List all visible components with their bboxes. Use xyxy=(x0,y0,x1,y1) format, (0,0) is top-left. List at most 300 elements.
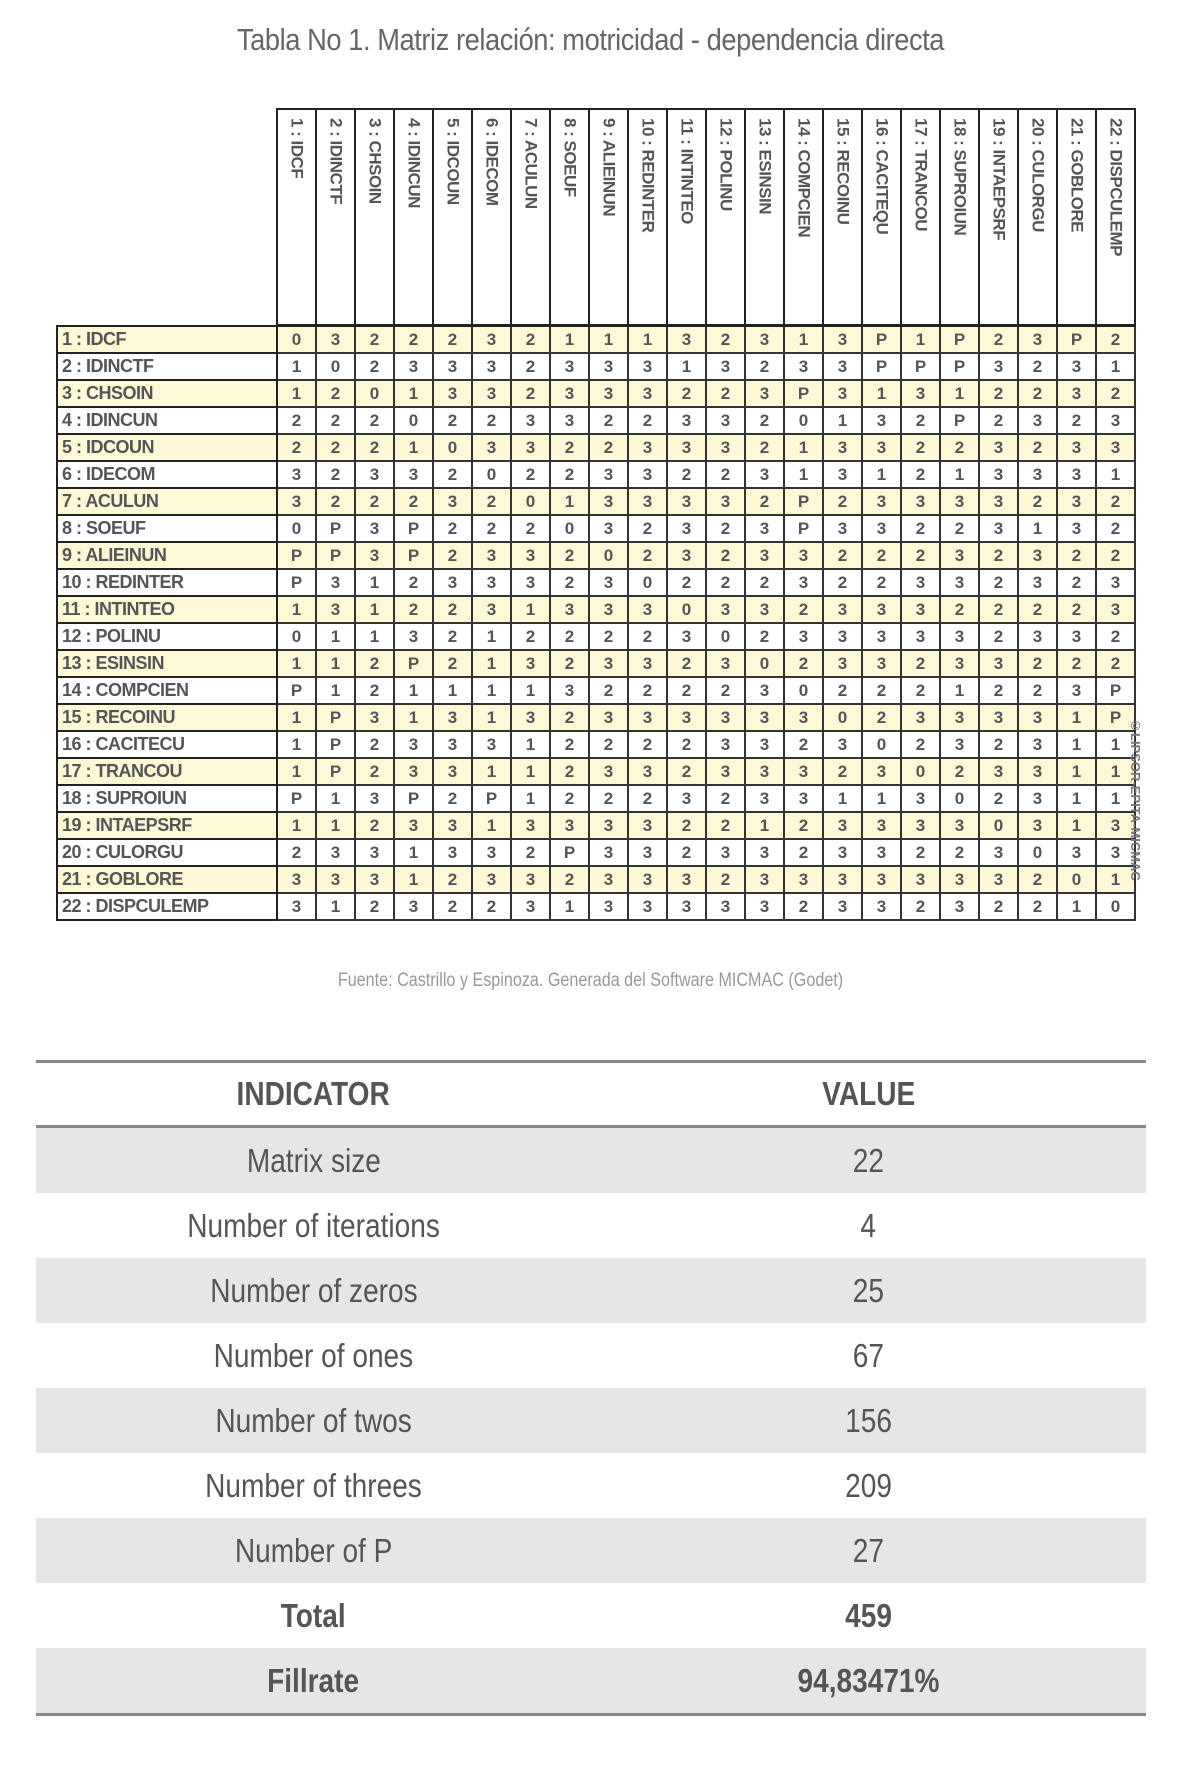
column-header xyxy=(1096,109,1135,326)
matrix-cell: 3 xyxy=(472,569,511,596)
column-header xyxy=(550,109,589,326)
matrix-cell: P xyxy=(940,326,979,354)
matrix-cell: P xyxy=(862,353,901,380)
matrix-cell: 2 xyxy=(589,785,628,812)
matrix-cell: 1 xyxy=(472,650,511,677)
matrix-cell: 2 xyxy=(1096,515,1135,542)
matrix-row xyxy=(57,650,1135,677)
row-label: 10 : REDINTER xyxy=(57,569,277,596)
matrix-cell: 2 xyxy=(979,407,1018,434)
matrix-cell: P xyxy=(277,542,316,569)
matrix-cell: 3 xyxy=(823,380,862,407)
matrix-cell: 3 xyxy=(628,866,667,893)
matrix-cell: 2 xyxy=(511,461,550,488)
matrix-cell: 2 xyxy=(1018,893,1057,920)
matrix-cell: 2 xyxy=(862,704,901,731)
matrix-cell: 2 xyxy=(550,434,589,461)
column-header-label: 18 : SUPROIUN xyxy=(950,118,970,236)
column-header xyxy=(784,109,823,326)
matrix-cell: 2 xyxy=(1057,650,1096,677)
row-label: 19 : INTAEPSRF xyxy=(57,812,277,839)
matrix-cell: 1 xyxy=(1096,731,1135,758)
matrix-cell: 2 xyxy=(784,839,823,866)
matrix-cell: 3 xyxy=(472,866,511,893)
matrix-cell: 3 xyxy=(667,785,706,812)
matrix-cell: 2 xyxy=(667,380,706,407)
matrix-cell: 1 xyxy=(940,380,979,407)
matrix-cell: 3 xyxy=(1057,623,1096,650)
matrix-cell: P xyxy=(316,515,355,542)
matrix-row xyxy=(57,839,1135,866)
matrix-cell: 1 xyxy=(511,785,550,812)
matrix-cell: 3 xyxy=(1096,812,1135,839)
matrix-cell: 2 xyxy=(277,434,316,461)
column-header xyxy=(472,109,511,326)
value-column-header: VALUE xyxy=(591,1062,1146,1127)
matrix-cell: 0 xyxy=(784,407,823,434)
matrix-cell: 2 xyxy=(589,677,628,704)
matrix-row xyxy=(57,353,1135,380)
column-header xyxy=(823,109,862,326)
matrix-cell: 3 xyxy=(706,596,745,623)
matrix-cell: 1 xyxy=(394,677,433,704)
matrix-cell: 2 xyxy=(823,569,862,596)
matrix-cell: 3 xyxy=(1018,704,1057,731)
matrix-cell: 2 xyxy=(511,623,550,650)
matrix-cell: 2 xyxy=(316,380,355,407)
matrix-cell: 3 xyxy=(979,704,1018,731)
matrix-cell: 3 xyxy=(979,866,1018,893)
row-label: 11 : INTINTEO xyxy=(57,596,277,623)
matrix-cell: 3 xyxy=(550,596,589,623)
indicator-cell: Number of ones xyxy=(213,1336,414,1374)
matrix-cell: 2 xyxy=(823,758,862,785)
matrix-cell: 2 xyxy=(511,326,550,354)
matrix-cell: 3 xyxy=(745,596,784,623)
matrix-cell: 3 xyxy=(1018,461,1057,488)
matrix-row xyxy=(57,785,1135,812)
matrix-cell: 2 xyxy=(355,758,394,785)
matrix-cell: 2 xyxy=(472,893,511,920)
matrix-cell: 2 xyxy=(706,380,745,407)
matrix-cell: 3 xyxy=(862,650,901,677)
matrix-cell: 1 xyxy=(862,785,901,812)
matrix-cell: 3 xyxy=(979,488,1018,515)
matrix-cell: 2 xyxy=(667,812,706,839)
matrix-cell: 1 xyxy=(550,326,589,354)
column-header-label: 1 : IDCF xyxy=(287,118,307,179)
matrix-cell: 3 xyxy=(862,434,901,461)
matrix-cell: 2 xyxy=(745,407,784,434)
matrix-cell: 2 xyxy=(394,569,433,596)
matrix-cell: 0 xyxy=(433,434,472,461)
matrix-cell: 3 xyxy=(979,515,1018,542)
matrix-cell: 2 xyxy=(901,731,940,758)
matrix-cell: 0 xyxy=(316,353,355,380)
matrix-cell: 3 xyxy=(628,461,667,488)
matrix-cell: 3 xyxy=(667,866,706,893)
matrix-cell: 3 xyxy=(1057,515,1096,542)
column-header xyxy=(745,109,784,326)
matrix-cell: 3 xyxy=(394,812,433,839)
matrix-cell: 2 xyxy=(901,839,940,866)
matrix-cell: 1 xyxy=(784,461,823,488)
matrix-cell: 1 xyxy=(394,380,433,407)
matrix-cell: 1 xyxy=(1057,758,1096,785)
matrix-cell: 0 xyxy=(589,542,628,569)
matrix-cell: P xyxy=(316,704,355,731)
matrix-cell: 0 xyxy=(277,623,316,650)
matrix-cell: 0 xyxy=(511,488,550,515)
value-cell: 25 xyxy=(591,1258,1146,1323)
matrix-cell: 2 xyxy=(1096,488,1135,515)
matrix-cell: 3 xyxy=(823,650,862,677)
matrix-cell: 3 xyxy=(706,434,745,461)
matrix-row xyxy=(57,596,1135,623)
matrix-cell: 2 xyxy=(745,434,784,461)
matrix-cell: 0 xyxy=(940,785,979,812)
column-header-label: 19 : INTAEPSRF xyxy=(989,118,1009,241)
matrix-cell: 3 xyxy=(1057,380,1096,407)
matrix-cell: 2 xyxy=(1018,596,1057,623)
matrix-cell: 1 xyxy=(394,704,433,731)
matrix-cell: 2 xyxy=(667,758,706,785)
matrix-row xyxy=(57,461,1135,488)
matrix-cell: 3 xyxy=(316,839,355,866)
matrix-cell: P xyxy=(316,542,355,569)
matrix-cell: 1 xyxy=(277,380,316,407)
matrix-cell: 2 xyxy=(979,893,1018,920)
indicator-row xyxy=(36,1583,1146,1648)
matrix-cell: 3 xyxy=(589,488,628,515)
value-cell: 209 xyxy=(845,1466,892,1504)
matrix-cell: 3 xyxy=(823,839,862,866)
matrix-row xyxy=(57,380,1135,407)
matrix-cell: 3 xyxy=(277,488,316,515)
matrix-cell: 3 xyxy=(745,785,784,812)
matrix-cell: 3 xyxy=(784,785,823,812)
row-label: 20 : CULORGU xyxy=(57,839,277,866)
matrix-cell: 2 xyxy=(628,515,667,542)
matrix-cell: 3 xyxy=(745,677,784,704)
matrix-cell: 3 xyxy=(706,353,745,380)
matrix-cell: 1 xyxy=(901,326,940,354)
matrix-cell: 3 xyxy=(940,488,979,515)
matrix-cell: 2 xyxy=(433,515,472,542)
matrix-cell: 2 xyxy=(823,677,862,704)
matrix-row xyxy=(57,758,1135,785)
matrix-cell: 2 xyxy=(628,785,667,812)
value-cell: 94,83471% xyxy=(591,1648,1146,1715)
indicator-cell: Total xyxy=(281,1596,346,1634)
matrix-cell: 3 xyxy=(823,866,862,893)
matrix-cell: 3 xyxy=(1057,488,1096,515)
matrix-cell: P xyxy=(1096,677,1135,704)
matrix-cell: 2 xyxy=(628,407,667,434)
matrix-cell: 3 xyxy=(550,677,589,704)
matrix-cell: 3 xyxy=(394,731,433,758)
matrix-cell: 1 xyxy=(745,812,784,839)
matrix-cell: 3 xyxy=(979,353,1018,380)
matrix-row xyxy=(57,542,1135,569)
matrix-cell: 3 xyxy=(511,407,550,434)
matrix-cell: 2 xyxy=(1096,623,1135,650)
matrix-cell: 3 xyxy=(628,650,667,677)
matrix-cell: 2 xyxy=(316,407,355,434)
matrix-cell: P xyxy=(277,677,316,704)
matrix-cell: 1 xyxy=(1096,461,1135,488)
matrix-row xyxy=(57,515,1135,542)
matrix-cell: 1 xyxy=(472,758,511,785)
matrix-cell: 3 xyxy=(667,326,706,354)
matrix-cell: 3 xyxy=(706,407,745,434)
matrix-cell: P xyxy=(394,515,433,542)
matrix-cell: 1 xyxy=(394,434,433,461)
matrix-cell: 3 xyxy=(394,623,433,650)
matrix-cell: 2 xyxy=(979,542,1018,569)
matrix-cell: 3 xyxy=(550,353,589,380)
matrix-cell: 3 xyxy=(1057,353,1096,380)
matrix-cell: 3 xyxy=(589,839,628,866)
matrix-cell: 3 xyxy=(433,758,472,785)
matrix-cell: 3 xyxy=(589,596,628,623)
matrix-cell: 3 xyxy=(823,461,862,488)
column-header-label: 17 : TRANCOU xyxy=(911,118,931,232)
matrix-cell: 2 xyxy=(901,461,940,488)
matrix-cell: 3 xyxy=(550,407,589,434)
matrix-cell: 2 xyxy=(433,461,472,488)
matrix-cell: 2 xyxy=(706,785,745,812)
matrix-cell: 2 xyxy=(433,623,472,650)
matrix-cell: P xyxy=(862,326,901,354)
matrix-cell: 3 xyxy=(784,758,823,785)
matrix-cell: 3 xyxy=(628,434,667,461)
matrix-cell: 0 xyxy=(667,596,706,623)
matrix-cell: 3 xyxy=(667,407,706,434)
matrix-cell: 3 xyxy=(745,461,784,488)
matrix-cell: 1 xyxy=(316,785,355,812)
matrix-cell: 3 xyxy=(589,812,628,839)
matrix-cell: 3 xyxy=(784,569,823,596)
matrix-cell: 0 xyxy=(1018,839,1057,866)
matrix-cell: 0 xyxy=(628,569,667,596)
column-header xyxy=(667,109,706,326)
matrix-cell: 2 xyxy=(472,515,511,542)
matrix-cell: 3 xyxy=(472,596,511,623)
matrix-cell: 1 xyxy=(1096,353,1135,380)
column-header xyxy=(1057,109,1096,326)
column-header-label: 20 : CULORGU xyxy=(1028,118,1048,232)
column-header-label: 6 : IDECOM xyxy=(482,118,502,206)
matrix-cell: 1 xyxy=(277,596,316,623)
matrix-cell: 3 xyxy=(355,542,394,569)
matrix-cell: 2 xyxy=(433,407,472,434)
matrix-cell: 2 xyxy=(316,488,355,515)
matrix-cell: 2 xyxy=(1096,650,1135,677)
matrix-cell: 3 xyxy=(472,542,511,569)
matrix-cell: 3 xyxy=(394,353,433,380)
matrix-cell: 2 xyxy=(1057,407,1096,434)
matrix-cell: 1 xyxy=(316,623,355,650)
matrix-cell: 2 xyxy=(667,677,706,704)
row-label: 4 : IDINCUN xyxy=(57,407,277,434)
matrix-cell: 3 xyxy=(979,461,1018,488)
matrix-cell: 2 xyxy=(979,785,1018,812)
matrix-cell: 1 xyxy=(472,677,511,704)
matrix-cell: 3 xyxy=(277,893,316,920)
matrix-cell: 3 xyxy=(1018,569,1057,596)
matrix-cell: 3 xyxy=(667,515,706,542)
matrix-cell: 2 xyxy=(1018,650,1057,677)
matrix-cell: 3 xyxy=(1096,569,1135,596)
matrix-cell: 3 xyxy=(1018,731,1057,758)
matrix-cell: 0 xyxy=(901,758,940,785)
matrix-cell: 1 xyxy=(277,650,316,677)
matrix-cell: 2 xyxy=(940,434,979,461)
matrix-cell: 2 xyxy=(1018,353,1057,380)
matrix-cell: 1 xyxy=(316,812,355,839)
matrix-cell: 2 xyxy=(784,893,823,920)
matrix-cell: 1 xyxy=(550,893,589,920)
matrix-cell: 3 xyxy=(1096,839,1135,866)
row-label: 3 : CHSOIN xyxy=(57,380,277,407)
matrix-cell: 3 xyxy=(433,353,472,380)
column-header-label: 16 : CACITEQU xyxy=(872,118,892,235)
matrix-cell: 3 xyxy=(706,488,745,515)
matrix-cell: 2 xyxy=(901,893,940,920)
matrix-cell: 0 xyxy=(823,704,862,731)
matrix-cell: 2 xyxy=(706,461,745,488)
value-cell: 27 xyxy=(591,1518,1146,1583)
matrix-cell: 2 xyxy=(979,596,1018,623)
matrix-cell: 1 xyxy=(1018,515,1057,542)
matrix-cell: 3 xyxy=(433,488,472,515)
matrix-cell: 2 xyxy=(511,353,550,380)
matrix-cell: 3 xyxy=(355,839,394,866)
matrix-cell: 3 xyxy=(355,785,394,812)
matrix-cell: 2 xyxy=(628,542,667,569)
matrix-cell: 3 xyxy=(706,758,745,785)
matrix-cell: 3 xyxy=(940,569,979,596)
matrix-cell: 3 xyxy=(1018,542,1057,569)
matrix-cell: 2 xyxy=(550,785,589,812)
matrix-cell: 3 xyxy=(589,758,628,785)
matrix-cell: 3 xyxy=(472,839,511,866)
matrix-cell: 3 xyxy=(1096,596,1135,623)
matrix-cell: 2 xyxy=(667,461,706,488)
matrix-cell: 3 xyxy=(355,866,394,893)
matrix-cell: 0 xyxy=(979,812,1018,839)
matrix-cell: 2 xyxy=(550,461,589,488)
matrix-cell: 3 xyxy=(940,542,979,569)
matrix-cell: 2 xyxy=(472,488,511,515)
matrix-cell: 3 xyxy=(706,731,745,758)
value-cell: 4 xyxy=(860,1206,877,1244)
indicator-cell: Number of zeros xyxy=(36,1258,591,1323)
matrix-cell: 2 xyxy=(550,704,589,731)
matrix-cell: 2 xyxy=(745,488,784,515)
matrix-cell: 3 xyxy=(355,515,394,542)
matrix-cell: 3 xyxy=(979,434,1018,461)
matrix-row xyxy=(57,866,1135,893)
matrix-cell: 1 xyxy=(355,596,394,623)
matrix-cell: 2 xyxy=(1096,326,1135,354)
matrix-cell: 1 xyxy=(1096,866,1135,893)
matrix-cell: 0 xyxy=(277,326,316,354)
matrix-cell: 1 xyxy=(1057,785,1096,812)
matrix-cell: 3 xyxy=(433,704,472,731)
matrix-cell: 2 xyxy=(511,839,550,866)
matrix-cell: 3 xyxy=(862,839,901,866)
matrix-cell: 3 xyxy=(316,596,355,623)
matrix-cell: 3 xyxy=(901,596,940,623)
matrix-cell: 2 xyxy=(277,407,316,434)
row-label: 17 : TRANCOU xyxy=(57,758,277,785)
matrix-cell: 2 xyxy=(355,893,394,920)
row-label: 5 : IDCOUN xyxy=(57,434,277,461)
column-header-label: 11 : INTINTEO xyxy=(677,118,697,224)
column-header-label: 22 : DISPCULEMP xyxy=(1106,118,1126,256)
row-label: 1 : IDCF xyxy=(57,326,277,354)
matrix-cell: 2 xyxy=(355,731,394,758)
matrix-row xyxy=(57,434,1135,461)
matrix-cell: 2 xyxy=(1096,380,1135,407)
matrix-row xyxy=(57,569,1135,596)
matrix-cell: 3 xyxy=(901,380,940,407)
matrix-cell: 3 xyxy=(823,515,862,542)
matrix-cell: 3 xyxy=(706,650,745,677)
matrix-cell: 3 xyxy=(862,866,901,893)
column-header-label: 14 : COMPCIEN xyxy=(794,118,814,238)
column-header-label: 15 : RECOINU xyxy=(833,118,853,225)
matrix-cell: 3 xyxy=(784,353,823,380)
matrix-cell: 3 xyxy=(628,380,667,407)
row-label: 13 : ESINSIN xyxy=(57,650,277,677)
indicator-row xyxy=(36,1258,1146,1323)
indicator-column-header: INDICATOR xyxy=(36,1062,591,1127)
watermark: ©LIPSOR-EPITA-MICMAC xyxy=(1128,718,1143,881)
matrix-cell: 0 xyxy=(550,515,589,542)
matrix-cell: 0 xyxy=(706,623,745,650)
column-header xyxy=(394,109,433,326)
matrix-cell: 3 xyxy=(628,839,667,866)
matrix-cell: 3 xyxy=(745,704,784,731)
matrix-cell: 3 xyxy=(1057,461,1096,488)
matrix-cell: 2 xyxy=(979,569,1018,596)
matrix-cell: 2 xyxy=(355,812,394,839)
matrix-cell: 3 xyxy=(355,704,394,731)
column-header xyxy=(316,109,355,326)
matrix-cell: 3 xyxy=(550,812,589,839)
matrix-cell: 3 xyxy=(667,542,706,569)
matrix-cell: 1 xyxy=(277,353,316,380)
indicator-row xyxy=(36,1518,1146,1583)
matrix-cell: 2 xyxy=(550,542,589,569)
matrix-cell: 2 xyxy=(589,407,628,434)
matrix-cell: P xyxy=(1057,326,1096,354)
matrix-cell: 3 xyxy=(316,866,355,893)
matrix-header-row xyxy=(57,109,1135,326)
source-caption: Fuente: Castrillo y Espinoza. Generada del Software MICMAC (Godet) xyxy=(337,970,844,991)
matrix-cell: 1 xyxy=(355,623,394,650)
matrix-cell: 2 xyxy=(1057,569,1096,596)
matrix-cell: 3 xyxy=(316,326,355,354)
matrix-cell: 2 xyxy=(433,650,472,677)
matrix-cell: 3 xyxy=(589,650,628,677)
matrix-cell: P xyxy=(277,785,316,812)
indicator-row xyxy=(36,1453,1146,1518)
matrix-row xyxy=(57,623,1135,650)
